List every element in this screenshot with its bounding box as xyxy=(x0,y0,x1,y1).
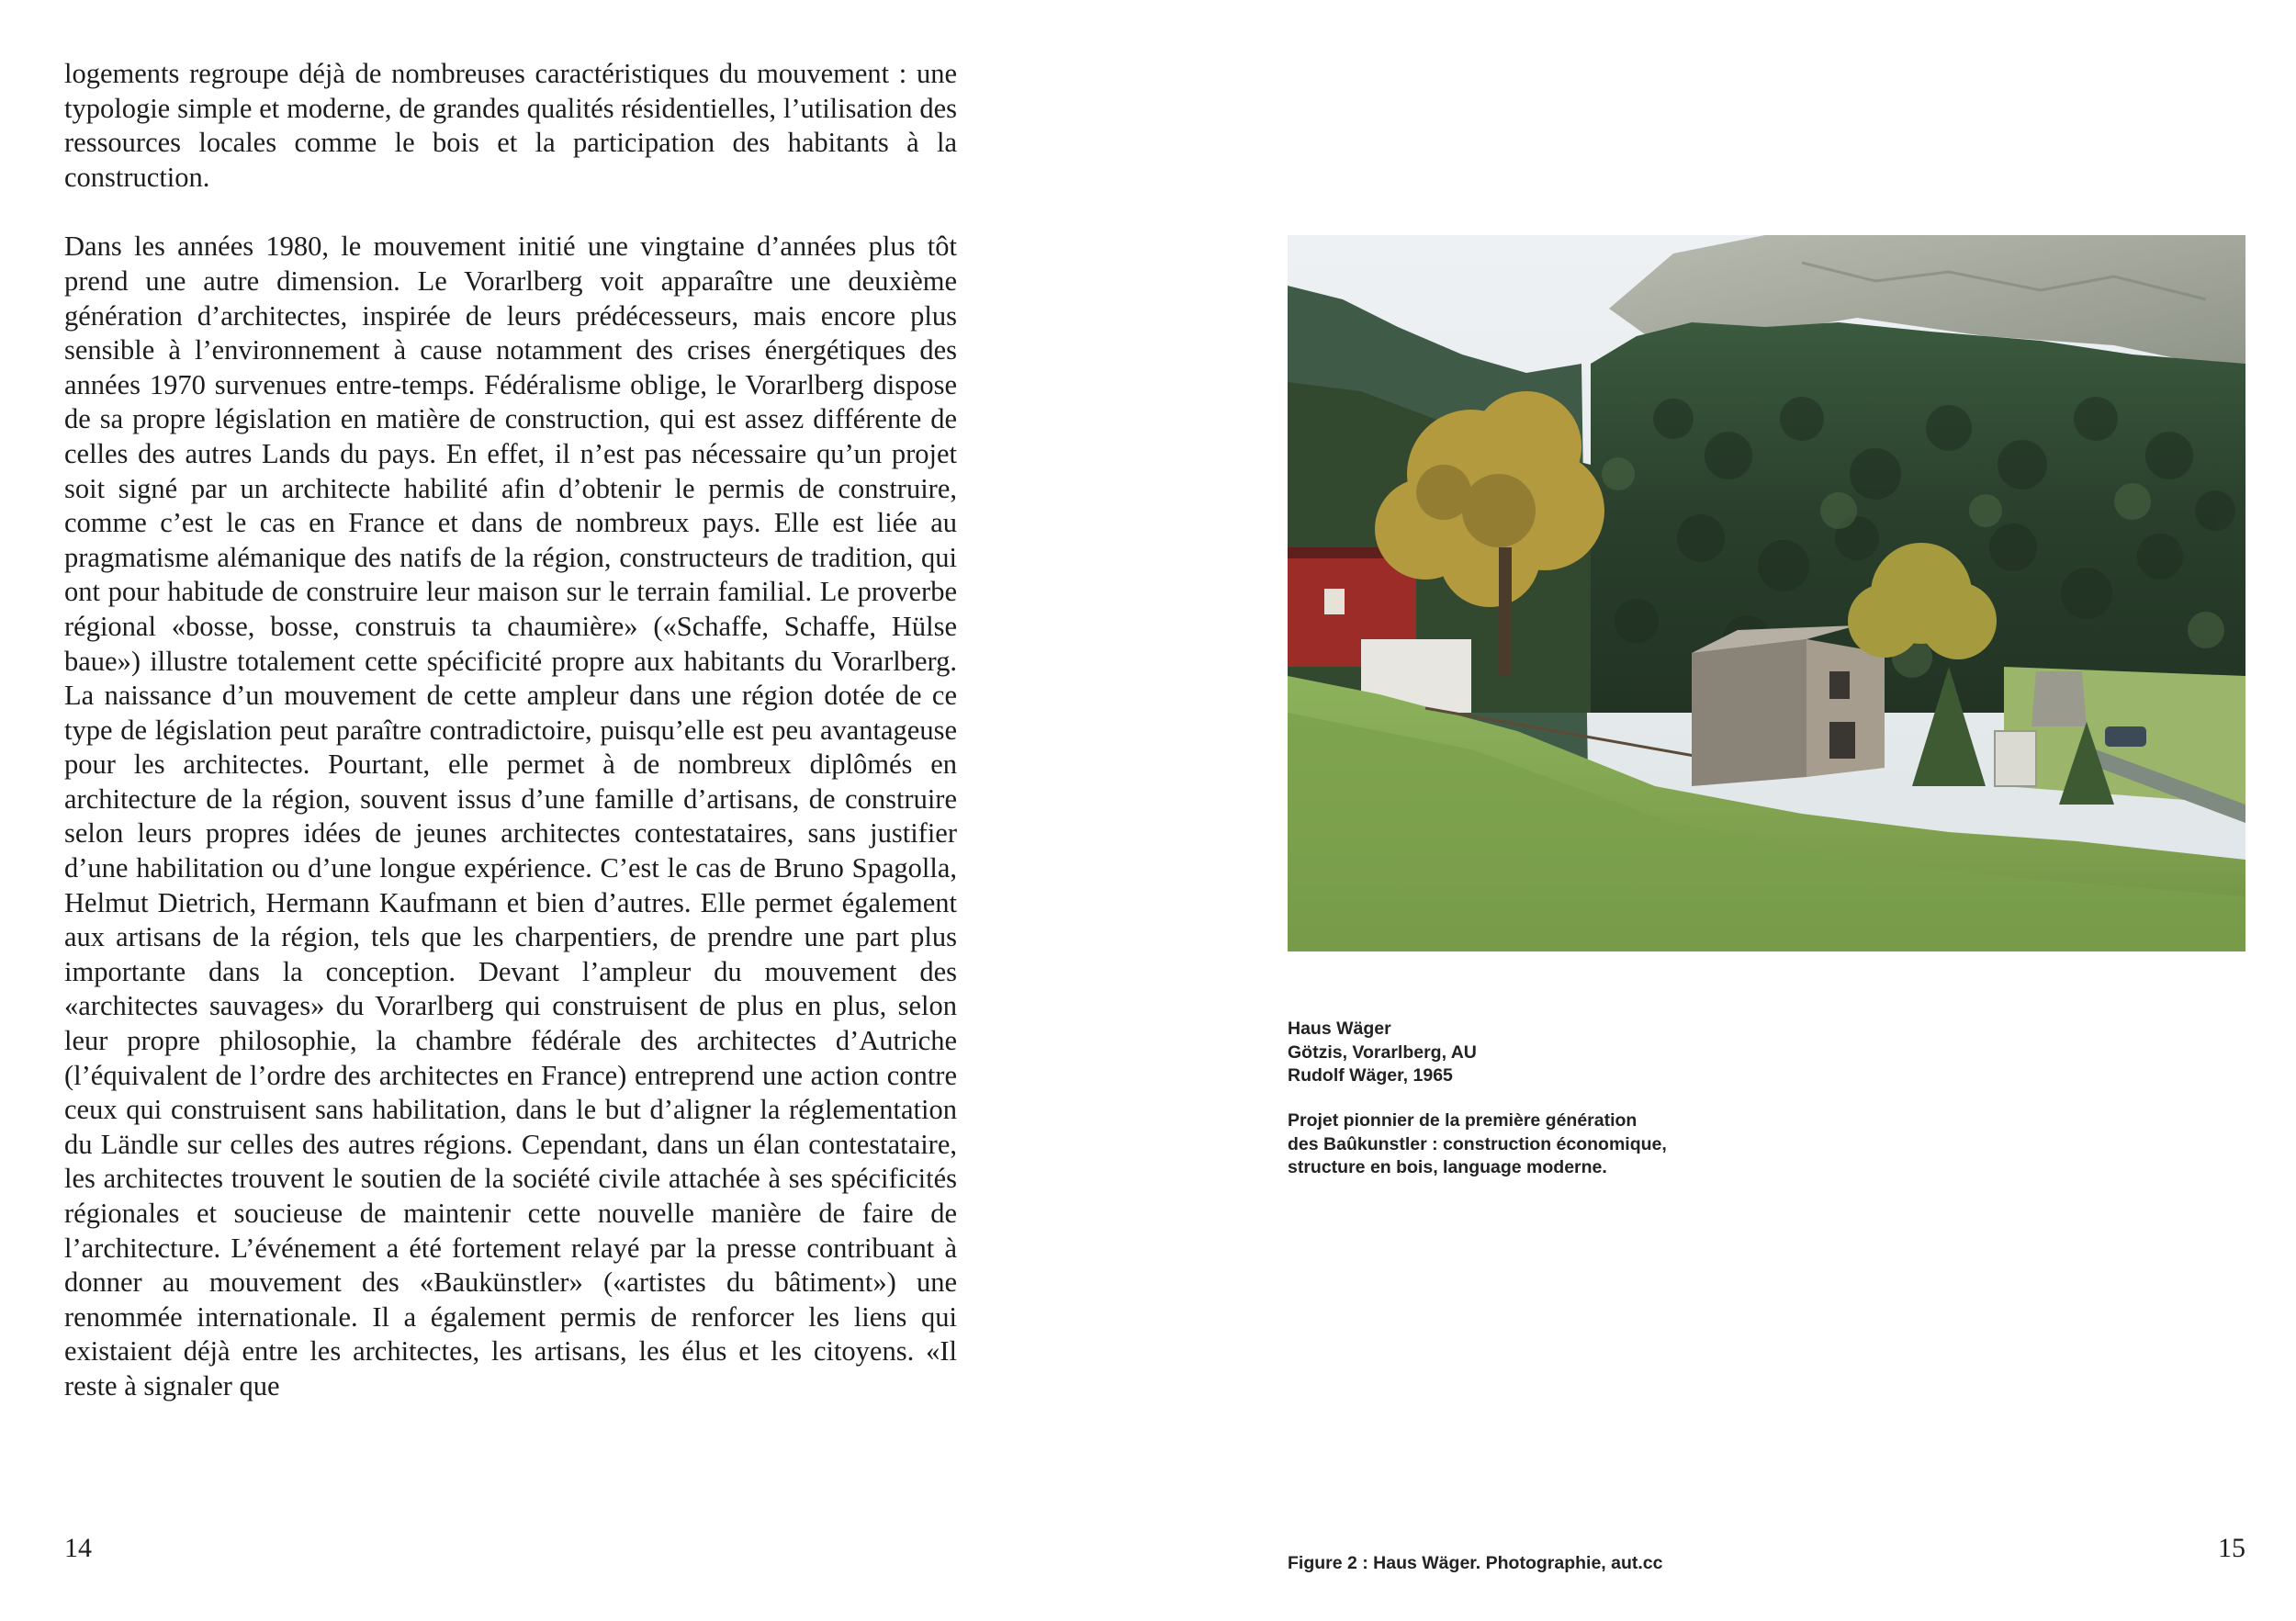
wood-house xyxy=(1692,639,1806,786)
landscape-image xyxy=(1288,235,2245,951)
paragraph-2: Dans les années 1980, le mouvement initié une vingtaine d’années plus tôt prend une autre dimension. Le Vorarlberg voit apparaître une deuxième génération d’architectes, inspirée de leurs prédécesseurs, mais encore plus sensible à l’environnement à cause notamment des crises énergétiques des années 1970 survenues entre-temps. Fédéralisme oblige, le Vorarlberg dispose de sa propre législation en matière de construction, qui est assez différente de celles des autres Lands du pays. En effet, il n’est pas nécessaire qu’un projet soit signé par un architecte habilité afin d’obtenir le permis de construire, comme c’est le cas en France et dans de nombreux pays. Elle est liée au pragmatisme alémanique des natifs de la région, constructeurs de tradition, qui ont pour habitude de construire leur maison sur le terrain familial. Le proverbe régional «bosse, bosse, construis ta chaumière» («Schaffe, Schaffe, Hülse baue») illustre totalement cette spécificité propre aux habitants du Vorarlberg. La naissance d’un mouvement de cette ampleur dans une région dotée de ce type de législation peut paraître contradictoire, puisqu’elle est peu avantageuse pour les architectes. Pourtant, elle permet à de nombreux diplômés en architecture de la région, souvent issus d’une famille d’artisans, de construire selon leurs propres idées de jeunes architectes contestataires, sans justifier d’une habilitation ou d’une longue expérience. C’est le cas de Bruno Spagolla, Helmut Dietrich, Hermann Kaufmann et bien d’autres. Elle permet également aux artisans de la région, tels que les charpentiers, de prendre une part plus importante dans la conception. Devant l’ampleur du mouvement des «architectes sauvages» du Vorarlberg qui construisent de plus en plus, selon leur propre philosophie, la chambre fédérale des architectes d’Autriche (l’équivalent de l’ordre des architectes en France) entreprend une action contre ceux qui construisent sans habilitation, dans le but d’aligner la réglementation du Ländle sur celles des autres régions. Cependant, dans un élan contestataire, les architectes trouvent le soutien de la société civile attachée à ses spécificités régionales et soucieuse de maintenir cette nouvelle manière de faire de l’architecture. L’événement a été fortement relayé par la presse contribuant à donner au mouvement des «Baukünstler» («artistes du bâtiment») une renommée internationale. Il a également permis de renforcer les liens qui existaient déjà entre les architectes, les artisans, les élus et les citoyens. «Il reste à signaler que xyxy=(64,231,957,1401)
body-text xyxy=(64,57,957,1404)
stone-ruin xyxy=(2032,671,2087,726)
paragraph-1: logements regroupe déjà de nombreuses caractéristiques du mouvement : une typologie simple et moderne, de grandes qualités résidentielles, l’utilisation des ressources locales comme le bois et la participation des habitants à la construction. xyxy=(64,58,957,193)
caption-architect: Rudolf Wäger, 1965 xyxy=(1288,1065,1453,1086)
caption-line-3: structure en bois, language moderne. xyxy=(1288,1157,1607,1177)
figure-label: Figure 2 : Haus Wäger. Photographie, aut.cc xyxy=(1288,1553,1663,1573)
photo-description xyxy=(1288,1109,1802,1180)
red-house-window xyxy=(1324,589,1345,614)
caption-line-1: Projet pionnier de la première génération xyxy=(1288,1110,1638,1131)
tree-trunk xyxy=(1499,547,1512,676)
caption-line-2: des Baûkunstler : construction économique, xyxy=(1288,1133,1667,1154)
car xyxy=(2105,726,2146,747)
photo-credits xyxy=(1288,1018,1802,1088)
haus-wager-photo xyxy=(1288,235,2245,951)
caption-title: Haus Wäger xyxy=(1288,1019,1391,1039)
wood-house-window-1 xyxy=(1829,671,1850,699)
right-page xyxy=(1148,0,2296,1621)
caption-location: Götzis, Vorarlberg, AU xyxy=(1288,1041,1477,1063)
glass-pavilion xyxy=(1995,731,2036,786)
page-number-right: 15 xyxy=(2218,1533,2245,1563)
wood-house-window-2 xyxy=(1829,722,1855,759)
page-number-left: 14 xyxy=(64,1533,92,1563)
